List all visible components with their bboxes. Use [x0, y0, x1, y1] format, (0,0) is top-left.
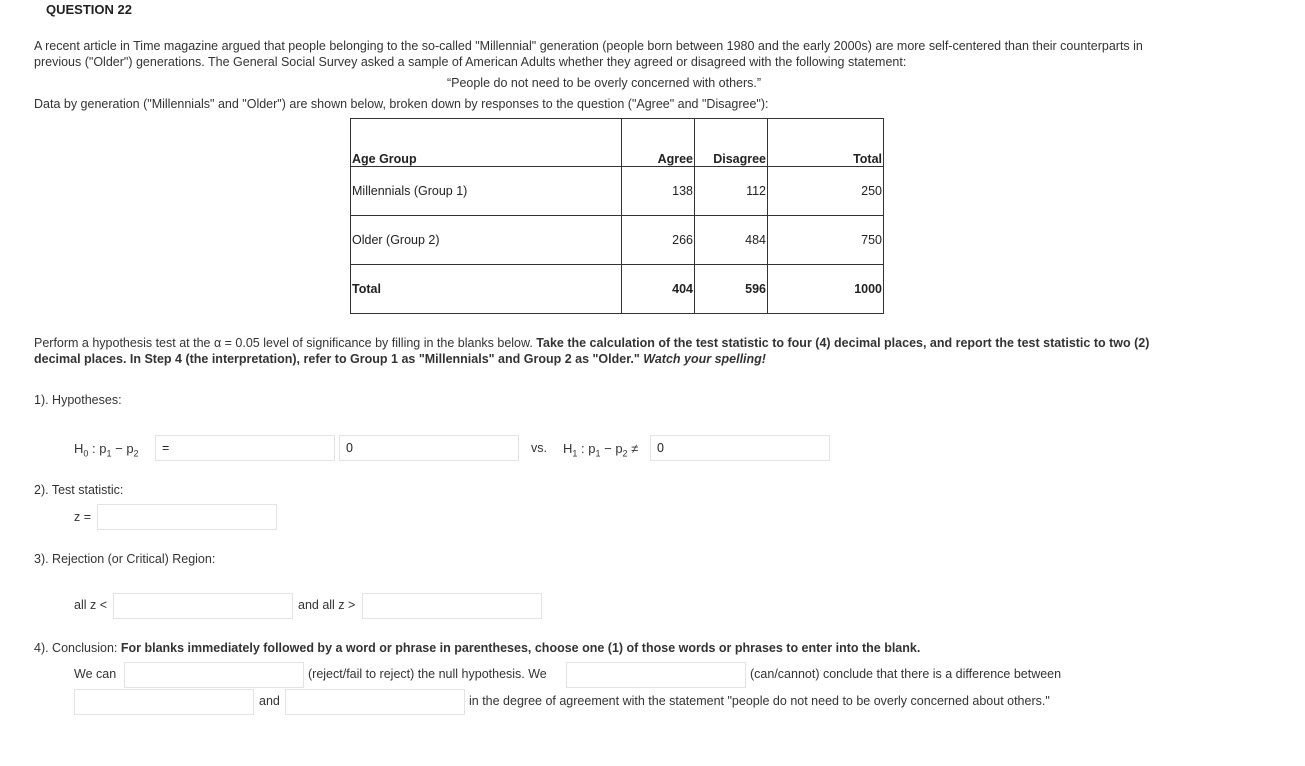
- instructions-spelling-note: Watch your spelling!: [643, 352, 766, 366]
- table-cell: 596: [695, 265, 768, 314]
- table-cell: 266: [622, 216, 695, 265]
- lower-critical-input[interactable]: [113, 593, 293, 619]
- and-label: and: [259, 694, 280, 708]
- h0-p2-subscript: 2: [133, 448, 139, 459]
- step1-label: 1). Hypotheses:: [34, 393, 122, 407]
- table-row: [351, 216, 884, 265]
- step3-label: 3). Rejection (or Critical) Region:: [34, 552, 216, 566]
- step4-instruction: For blanks immediately followed by a word or phrase in parentheses, choose one (1) of those words or phrases to enter into the blank.: [120, 641, 921, 655]
- table-cell: Older (Group 2): [351, 216, 622, 265]
- h1-value-input[interactable]: [650, 435, 830, 461]
- h1-p2: − p: [600, 441, 623, 456]
- conclude-hint-label: (can/cannot) conclude that there is a difference between: [750, 667, 1062, 681]
- upper-critical-input[interactable]: [362, 593, 542, 619]
- h1-letter: H: [563, 441, 573, 456]
- table-cell: Total: [351, 265, 622, 314]
- table-cell: 1000: [768, 265, 884, 314]
- table-cell: 750: [768, 216, 884, 265]
- table-cell: 484: [695, 216, 768, 265]
- conclude-decision-input[interactable]: [566, 662, 746, 688]
- table-cell: 404: [622, 265, 695, 314]
- contingency-table: [350, 118, 884, 314]
- alt-hypothesis-label: [563, 441, 638, 459]
- table-header-cell: Age Group: [351, 119, 622, 167]
- z-label: z =: [74, 510, 92, 524]
- h0-operator-input[interactable]: [155, 435, 335, 461]
- step4-label: [34, 641, 920, 655]
- h0-letter: H: [74, 441, 84, 456]
- test-statistic-input[interactable]: [97, 504, 277, 530]
- table-cell: 112: [695, 167, 768, 216]
- table-cell: 138: [622, 167, 695, 216]
- h1-p2-subscript: 2: [622, 448, 628, 459]
- group1-name-input[interactable]: [74, 689, 254, 715]
- conclusion-tail-text: in the degree of agreement with the statement "people do not need to be overly concerned about others.": [469, 694, 1050, 708]
- we-can-label: We can: [74, 667, 117, 681]
- step4-prefix: 4). Conclusion:: [34, 641, 121, 655]
- table-cell: 250: [768, 167, 884, 216]
- instructions: [34, 335, 1194, 367]
- data-description: Data by generation ("Millennials" and "Older") are shown below, broken down by responses to the question ("Agree" and "Disagree"):: [34, 97, 769, 111]
- question-title: QUESTION 22: [46, 2, 132, 17]
- table-header-row: [351, 119, 884, 167]
- instructions-bold: Take the calculation of the test statistic to four (4) decimal places, and report the test statistic to two (2) decimal places. In Step 4 (the interpretation), refer to Group 1 as "Millennials" and Group 2 as "Older.": [34, 336, 1150, 366]
- upper-critical-label: and all z >: [298, 598, 356, 612]
- instructions-plain: Perform a hypothesis test at the α = 0.05 level of significance by filling in the blanks below.: [34, 336, 537, 350]
- intro-paragraph: A recent article in Time magazine argued that people belonging to the so-called "Millennial" generation (people born between 1980 and the early 2000s) are more self-centered than their counterparts in previous ("Older") generations. The General Social Survey asked a sample of American Adults whether they agreed or disagreed with the following statement:: [34, 39, 1143, 69]
- h1-subscript: 1: [572, 448, 578, 459]
- table-header-cell: Agree: [622, 119, 695, 167]
- h0-p2: − p: [111, 441, 134, 456]
- step2-label: 2). Test statistic:: [34, 483, 124, 497]
- reject-decision-input[interactable]: [124, 662, 304, 688]
- h0-value-input[interactable]: [339, 435, 519, 461]
- table-cell: Millennials (Group 1): [351, 167, 622, 216]
- h0-subscript: 0: [83, 448, 89, 459]
- statement-quote: “People do not need to be overly concerned with others.”: [446, 76, 762, 90]
- group2-name-input[interactable]: [285, 689, 465, 715]
- reject-hint-label: (reject/fail to reject) the null hypothesis. We: [308, 667, 547, 681]
- vs-label: vs.: [531, 441, 547, 455]
- h1-p1-subscript: 1: [595, 448, 601, 459]
- table-header-cell: Disagree: [695, 119, 768, 167]
- h1-operator: ≠: [627, 441, 639, 456]
- h0-p1-subscript: 1: [106, 448, 112, 459]
- table-row: [351, 167, 884, 216]
- h1-p1: : p: [577, 441, 596, 456]
- table-total-row: [351, 265, 884, 314]
- lower-critical-label: all z <: [74, 598, 108, 612]
- h0-p1: : p: [88, 441, 107, 456]
- null-hypothesis-label: [74, 441, 139, 459]
- table-header-cell: Total: [853, 152, 882, 166]
